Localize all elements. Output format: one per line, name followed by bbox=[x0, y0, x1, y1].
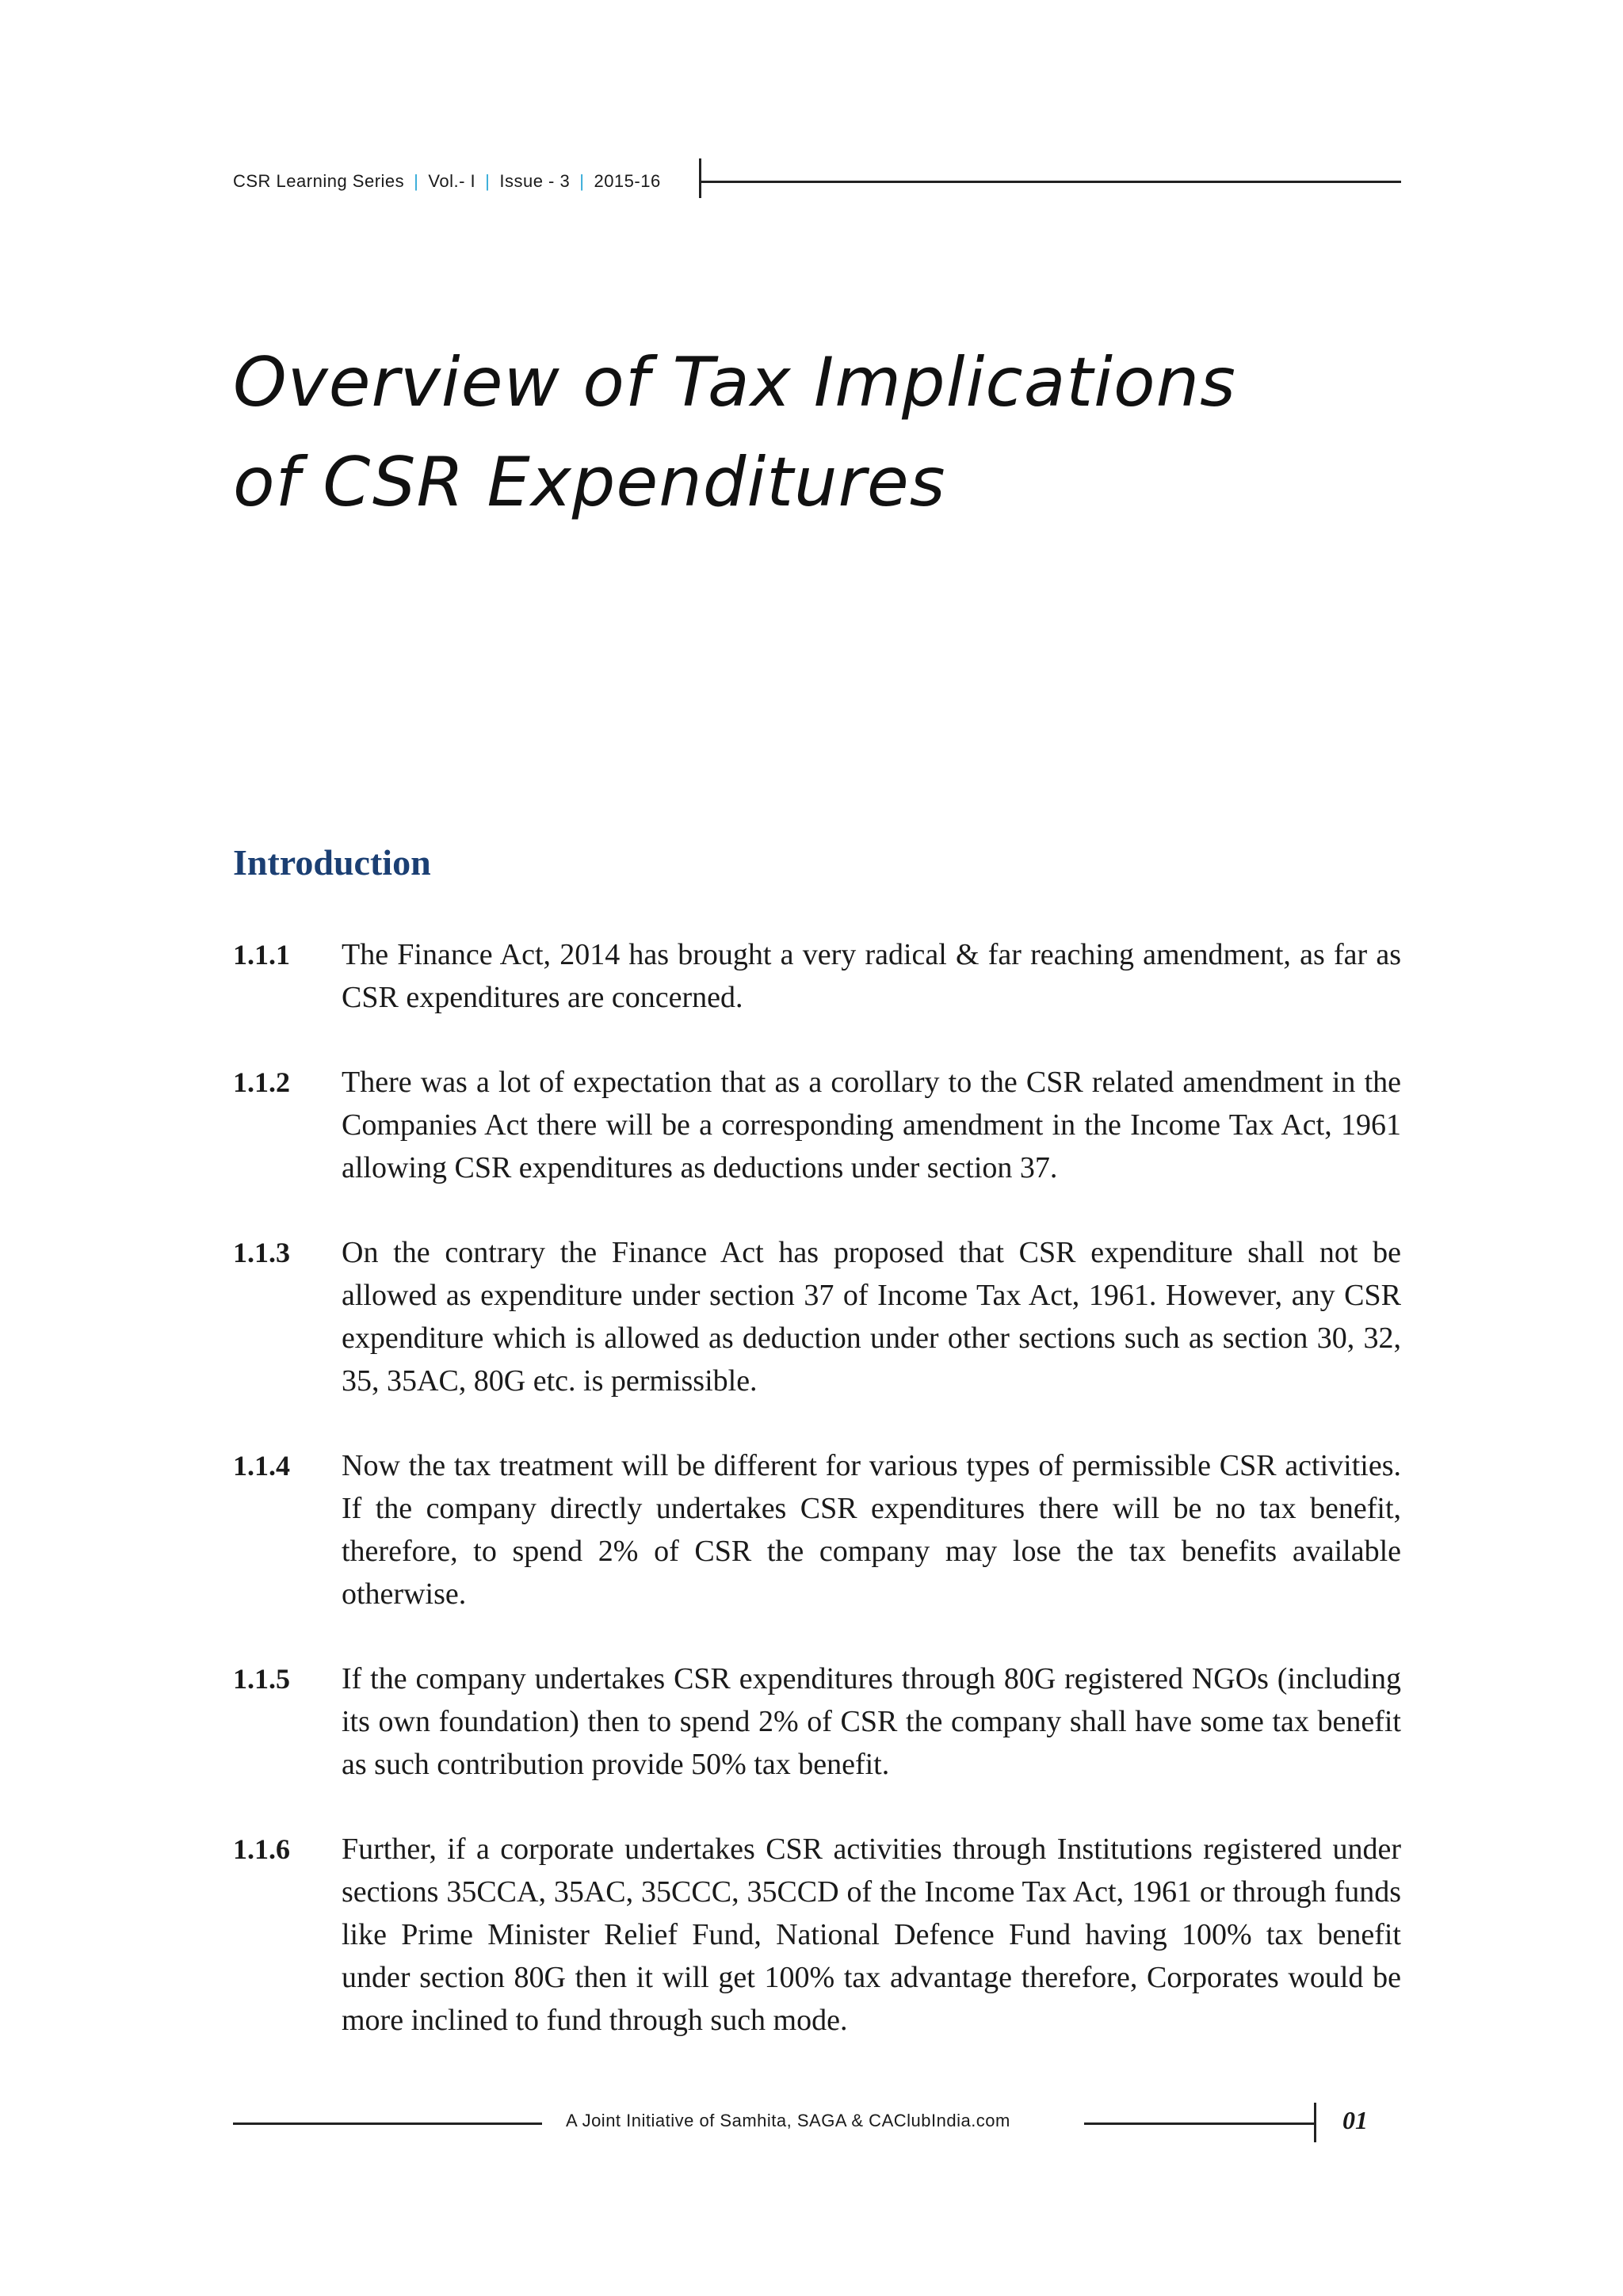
paragraph-text: The Finance Act, 2014 has brought a very radical & far reaching amendment, as far as CSR expenditures are concerned. bbox=[342, 938, 1401, 1014]
numbered-paragraph bbox=[233, 933, 1401, 1019]
header-divider-vertical bbox=[699, 158, 701, 198]
footer-rule-left bbox=[233, 2122, 542, 2125]
paragraph-number: 1.1.1 bbox=[233, 939, 290, 971]
footer-rule-right bbox=[1084, 2122, 1314, 2125]
numbered-paragraph-list bbox=[233, 933, 1401, 2084]
paragraph-number: 1.1.6 bbox=[233, 1833, 290, 1865]
page-title bbox=[233, 333, 1422, 532]
section-heading-introduction: Introduction bbox=[233, 842, 431, 883]
numbered-paragraph bbox=[233, 1444, 1401, 1615]
paragraph-number: 1.1.3 bbox=[233, 1237, 290, 1268]
page-number: 01 bbox=[1342, 2106, 1368, 2134]
running-footer bbox=[233, 2100, 1401, 2147]
header-rule bbox=[701, 181, 1401, 183]
paragraph-number: 1.1.5 bbox=[233, 1663, 290, 1695]
footer-divider-vertical bbox=[1314, 2103, 1316, 2142]
paragraph-text: There was a lot of expectation that as a corollary to the CSR related amendment in the Companies Act there will be a corresponding amendment in the Income Tax Act, 1961 allowing CSR expenditures as deductions under section 37. bbox=[342, 1066, 1401, 1184]
title-line-2: of CSR Expenditures bbox=[233, 443, 946, 522]
header-year: 2015-16 bbox=[594, 171, 661, 191]
numbered-paragraph bbox=[233, 1657, 1401, 1786]
paragraph-text: If the company undertakes CSR expenditures through 80G registered NGOs (including its own foundation) then to spend 2% of CSR the company shall have some tax benefit as such contribution provide 50% tax benefit. bbox=[342, 1662, 1401, 1781]
footer-text: A Joint Initiative of Samhita, SAGA & CAClubIndia.com bbox=[566, 2111, 1010, 2130]
header-text bbox=[233, 171, 661, 192]
paragraph-text: On the contrary the Finance Act has proposed that CSR expenditure shall not be allowed as expenditure under section 37 of Income Tax Act, 1961. However, any CSR expenditure which is allowed as deduction under other sections such as section 30, 32, 35, 35AC, 80G etc. is permissible. bbox=[342, 1236, 1401, 1398]
header-separator: | bbox=[579, 171, 585, 191]
numbered-paragraph bbox=[233, 1061, 1401, 1189]
running-header bbox=[233, 158, 1401, 206]
header-volume: Vol.- I bbox=[428, 171, 476, 191]
paragraph-number: 1.1.4 bbox=[233, 1450, 290, 1482]
paragraph-number: 1.1.2 bbox=[233, 1066, 290, 1098]
header-issue: Issue - 3 bbox=[499, 171, 571, 191]
header-series: CSR Learning Series bbox=[233, 171, 405, 191]
title-line-1: Overview of Tax Implications bbox=[233, 343, 1236, 422]
numbered-paragraph bbox=[233, 1828, 1401, 2042]
header-separator: | bbox=[485, 171, 491, 191]
paragraph-text: Further, if a corporate undertakes CSR activities through Institutions registered under sections 35CCA, 35AC, 35CCC, 35CCD of the Income Tax Act, 1961 or through funds like Prime Minister Relief Fund, National Defence Fund having 100% tax benefit under section 80G then it will get 100% tax advantage therefore, Corporates would be more inclined to fund through such mode. bbox=[342, 1833, 1401, 2037]
header-separator: | bbox=[414, 171, 419, 191]
numbered-paragraph bbox=[233, 1231, 1401, 1402]
paragraph-text: Now the tax treatment will be different for various types of permissible CSR activities. If the company directly undertakes CSR expenditures there will be no tax benefit, therefore, to spend 2% of CSR the company may lose the tax benefits available otherwise. bbox=[342, 1449, 1401, 1611]
